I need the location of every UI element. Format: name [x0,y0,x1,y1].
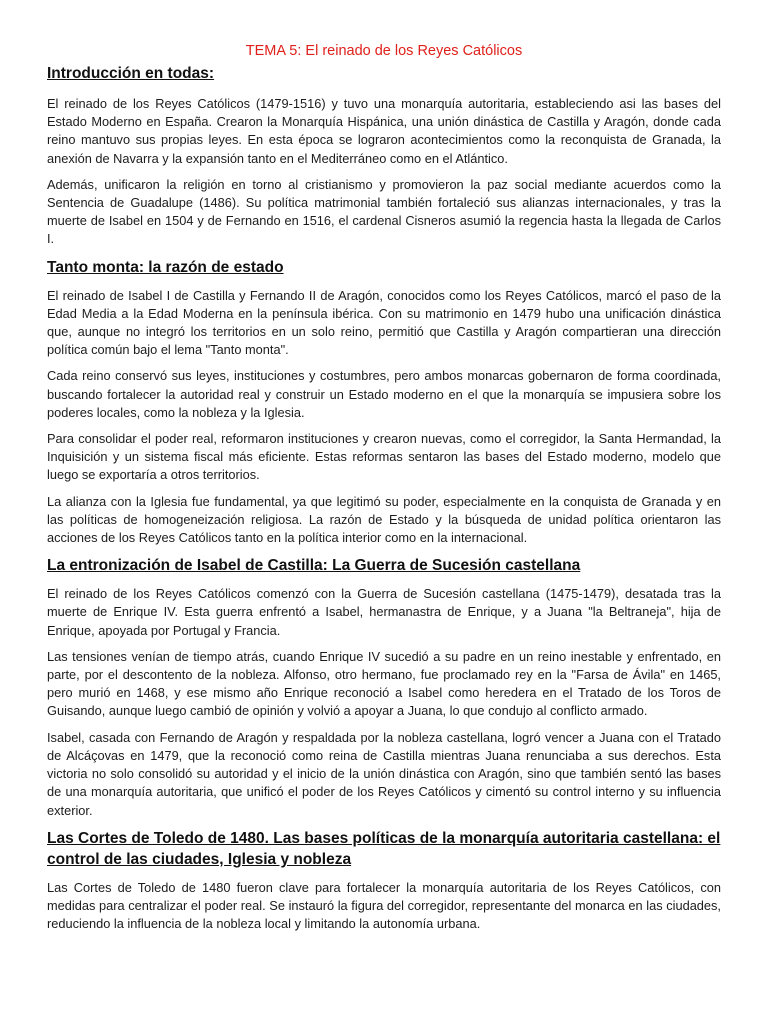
section-heading: Tanto monta: la razón de estado [47,258,284,276]
document-title: TEMA 5: El reinado de los Reyes Católicos [245,43,523,59]
paragraph: Las Cortes de Toledo de 1480 fueron clave para fortalecer la monarquía autoritaria de los Reyes Católicos, con medidas para centralizar el poder real. Se instauró la figura del corregidor, representante del monarca en las ciudades, reduciendo la influencia de la nobleza local y limitando la autonomía urbana. [47,879,721,932]
section-introduccion [47,63,721,249]
section-heading: La entronización de Isabel de Castilla: La Guerra de Sucesión castellana [47,557,581,575]
paragraph: Cada reino conservó sus leyes, instituciones y costumbres, pero ambos monarcas gobernaron de forma coordinada, buscando fortalecer la autoridad real y construir un Estado moderno en el que la monarquía se impusiera sobre los poderes locales, como la nobleza y la Iglesia. [47,368,721,420]
section-heading: Las Cortes de Toledo de 1480. Las bases políticas de la monarquía autoritaria castellana: el control de las ciudades, Iglesia y nobleza [47,829,721,868]
paragraph: El reinado de los Reyes Católicos comenzó con la Guerra de Sucesión castellana (1475-1479), desatada tras la muerte de Enrique IV. Esta guerra enfrentó a Isabel, hermanastra de Enrique, y a Juana "la Beltraneja", hija de Enrique, apoyada por Portugal y Francia. [47,586,721,638]
section-tanto-monta [47,257,721,548]
paragraph: El reinado de los Reyes Católicos (1479-1516) y tuvo una monarquía autoritaria, estableciendo asi las bases del Estado Moderno en España. Crearon la Monarquía Hispánica, una unión dinástica de Castilla y Aragón, donde cada reino mantuvo sus propias leyes. En esta época se lograron acontecimientos como la reconquista de Granada, la anexión de Navarra y la expansión tanto en el Mediterráneo como en el Atlántico. [47,96,721,166]
paragraph: El reinado de Isabel I de Castilla y Fernando II de Aragón, conocidos como los Reyes Católicos, marcó el paso de la Edad Media a la Edad Moderna en la península ibérica. Con su matrimonio en 1479 hubo una unificación dinástica que, aunque no integró los territorios en un solo reino, permitió que Castilla y Aragón compartieran una dirección política común bajo el lema "Tanto monta". [47,287,721,358]
paragraph: Además, unificaron la religión en torno al cristianismo y promovieron la paz social mediante acuerdos como la Sentencia de Guadalupe (1486). Su política matrimonial también fortaleció sus alianzas internacionales, y tras la muerte de Isabel en 1504 y de Fernando en 1516, el cardenal Cisneros asumió la regencia hasta la llegada de Carlos I. [47,176,721,247]
paragraph: Para consolidar el poder real, reformaron instituciones y crearon nuevas, como el corregidor, la Santa Hermandad, la Inquisición y un sistema fiscal más eficiente. Estas reformas sentaron las bases del Estado moderno, modelo que luego se exportaría a otros territorios. [47,431,721,483]
paragraph: La alianza con la Iglesia fue fundamental, ya que legitimó su poder, especialmente en la conquista de Granada y en las políticas de homogeneización religiosa. La razón de Estado y la búsqueda de unidad política orientaron las acciones de los Reyes Católicos tanto en la política interior como en la internacional. [47,493,721,546]
section-entronizacion [47,555,721,819]
paragraph: Isabel, casada con Fernando de Aragón y respaldada por la nobleza castellana, logró vencer a Juana con el Tratado de Alcáçovas en 1479, que la reconoció como reina de Castilla mientras Juana renunciaba a sus derechos. Esta victoria no solo consolidó su autoridad y el inicio de la unión dinástica con Aragón, sino que también sentó las bases de una monarquía autoritaria, que unificó el poder de los Reyes Católicos y cimentó su control interno y su influencia exterior. [47,729,721,818]
section-heading: Introducción en todas: [47,65,215,82]
paragraph: Las tensiones venían de tiempo atrás, cuando Enrique IV sucedió a su padre en un reino inestable y enfrentado, en parte, por el descontento de la nobleza. Alfonso, otro hermano, fue proclamado rey en la "Farsa de Ávila" en 1465, pero murió en 1468, y ese mismo año Enrique reconoció a Isabel como heredera en el Tratado de los Toros de Guisando, aunque luego cambió de opinión y volvió a apoyar a Juana, lo que condujo al conflicto armado. [47,648,721,719]
section-cortes-toledo [47,828,721,934]
